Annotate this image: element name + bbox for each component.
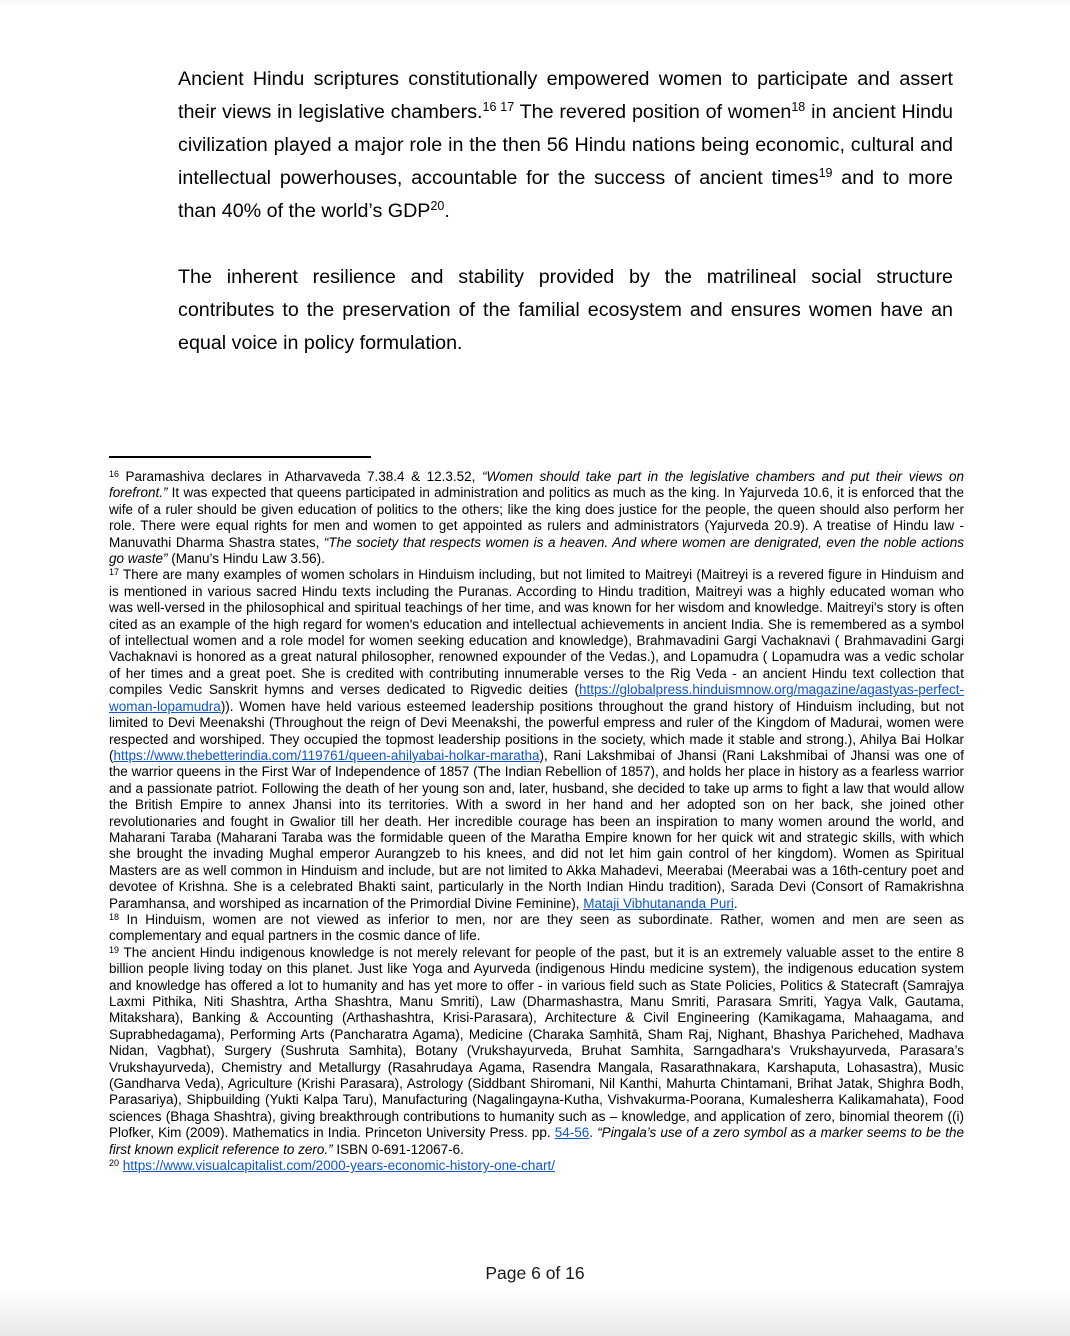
- footnote-ref: 19: [818, 165, 833, 180]
- text-run: There are many examples of women scholars in Hinduism including, but not limited to Maitreyi (Maitreyi is a revered figure in Hinduism and is mentioned in various sacred Hindu texts including the Puranas. According to Hindu tradition, Maitreyi was a highly educated woman who was well-versed in the philosophical and spiritual teachings of her time, and was known for her wisdom and knowledge. Maitreyi's story is often cited as an example of the high regard for women's education and intellectual achievements in ancient India. She is remembered as a symbol of intellectual women and a role model for women seeking education and knowledge), Brahmavadini Gargi Vachaknavi ( Brahmavadini Gargi Vachaknavi is honored as a great natural philosopher, renowned expounder of the Vedas.), and Lopamudra ( Lopamudra was a vedic scholar of her times and a great poet. She is credited with contributing innumerable verses to the Rig Veda - an ancient Hindu text collection that compiles Vedic Sanskrit hymns and verses dedicated to Rigvedic deities (: [109, 567, 964, 698]
- text-run: .: [444, 200, 450, 222]
- footnote-ref: 20: [109, 1158, 120, 1169]
- hyperlink[interactable]: https://www.thebetterindia.com/119761/queen-ahilyabai-holkar-maratha: [113, 747, 540, 763]
- page-top-shadow: [0, 0, 1070, 6]
- text-run: In Hinduism, women are not viewed as inferior to men, nor are they seen as subordinate. Rather, women and men are seen as complementary and equal partners in the cosmic dance of life.: [109, 911, 964, 944]
- footnote-ref: 16: [109, 469, 120, 479]
- text-run: .: [589, 1125, 598, 1141]
- text-run: It was expected that queens participated in administration and politics as much as the king. In Yajurveda 10.6, it is enforced that the wife of a ruler should be given education of politics to the others; like the king does justice for the people, the queen should also perform her role. There were equal rights for men and women to get appointed as rulers and administrators (Yajurveda 20.9). A treatise of Hindu law - Manuvathi Dharma Shastra states,: [109, 485, 964, 550]
- page-number: Page 6 of 16: [485, 1263, 585, 1283]
- footnote-19: [109, 945, 964, 1158]
- italic-text: “Pingala’s use of a zero symbol as a marker seems to be the first known explicit reference to zero.”: [109, 1125, 964, 1157]
- hyperlink[interactable]: https://globalpress.hinduismnow.org/magazine/agastyas-perfect-woman-lopamudra: [109, 682, 964, 714]
- footnote-ref: 18: [109, 911, 120, 922]
- text-run: Ancient Hindu scriptures constitutionally empowered women to participate and assert their views in legislative chambers.: [178, 68, 953, 123]
- text-run: .: [733, 895, 738, 911]
- footnote-20: [109, 1158, 964, 1174]
- body-text: [178, 63, 953, 393]
- text-run: The ancient Hindu indigenous knowledge is not merely relevant for people of the past, but it is an extremely valuable asset to the entire 8 billion people living today on this planet. Just like Yoga and Ayurveda (indigenous Hindu medicine system), the indigenous education system and knowledge has offered a lot to humanity and has yet more to offer - in various field such as State Policies, Politics & Statecraft (Samrajya Laxmi Pithika, Niti Shashtra, Artha Shashtra, Manu Smriti), Law (Dharmashastra, Manu Smriti, Parasara Smriti, Yagya Valk, Gautama, Mitakshara), Banking & Accounting (Arthashashtra, Krisi-Parasara), Architecture & Civil Engineering (Kamikagama, Mahaagama, and Suprabhedagama), Performing Arts (Pancharatra Agama), Medicine (Charaka Saṃhitā, Sham Raj, Nighant, Bhashya Parichehed, Madhava Nidan, Vagbhat), Surgery (Sushruta Samhita), Botany (Vrukshayurveda, Bruhat Samhita, Sarngadhara's Vrukshayurveda, Parasara’s Vrukshayurveda), Chemistry and Metallurgy (Rasahrudaya Agama, Rasendra Mangala, Rasarathnakara, Karshaputa, Lohasastra), Music (Gandharva Veda), Agriculture (Krishi Parasara), Astrology (Siddbant Shiromani, Nil Kanthi, Mahurta Chintamani, Brihat Jatak, Shighra Bodh, Parasariya), Shipbuilding (Yukti Kalpa Taru), Manufacturing (Nagalingayna-Kutha, Vishvakurma-Poorana, Kumalesherra Kalikamahata), Food sciences (Bhaga Shashtra), giving breakthrough contributions to humanity such as – knowledge, and application of zero, binomial theorem ((i) Plofker, Kim (2009). Mathematics in India. Princeton University Press. pp.: [109, 944, 964, 1141]
- text-run: Paramashiva declares in Atharvaveda 7.38.4 & 12.3.52,: [119, 469, 482, 484]
- footnotes-section: [109, 469, 964, 1174]
- italic-text: “The society that respects women is a heaven. And where women are denigrated, even the noble actions go waste”: [109, 534, 964, 567]
- footnote-ref: 20: [430, 198, 445, 213]
- body-paragraph-2: [178, 261, 953, 360]
- text-run: and to more than 40% of the world’s GDP: [178, 167, 954, 222]
- footnote-ref: 19: [109, 944, 120, 955]
- text-run: in ancient Hindu civilization played a major role in the then 56 Hindu nations being economic, cultural and intellectual powerhouses, accountable for the success of ancient times: [178, 101, 953, 189]
- hyperlink[interactable]: Mataji Vibhutananda Puri: [583, 895, 734, 911]
- text-run: The inherent resilience and stability provided by the matrilineal social structure contributes to the preservation of the familial ecosystem and ensures women have an equal voice in policy formulation.: [178, 266, 953, 354]
- footnote-ref: 18: [791, 99, 806, 114]
- footnote-ref: 17: [500, 99, 515, 114]
- footnote-17: [109, 567, 964, 912]
- text-run: ), Rani Lakshmibai of Jhansi (Rani Lakshmibai of Jhansi was one of the warrior queens in the First War of Independence of 1857 (The Indian Rebellion of 1857), and holds her place in history as a fearless warrior and a passionate patriot. Following the death of her young son and, later, husband, she decided to take up arms to fight a law that would allow the British Empire to annex Jhansi into its territories. With a sword in her hand and her adopted son on her back, she joined other revolutionaries and fought in Gwalior till her death. Her incredible courage has been an inspiration to many women around the world, and Maharani Taraba (Maharani Taraba was the formidable queen of the Maratha Empire known for her quick wit and strategic skills, with which she brought the invading Mughal emperor Aurangzeb to his knees, and did not let him gain control of her kingdom). Women as Spiritual Masters are as well common in Hinduism and include, but are not limited to Akka Mahadevi, Meerabai (Meerabai was a 16th-century poet and devotee of Krishna. She is a celebrated Bhakti saint, particularly in the North Indian Hindu tradition), Sarada Devi (Consort of Ramakrishna Paramhansa, and worshiped as incarnation of the Primordial Divine Feminine),: [109, 747, 964, 911]
- text-run: The revered position of women: [514, 101, 792, 123]
- hyperlink[interactable]: 54-56: [554, 1125, 590, 1141]
- text-run: )). Women have held various esteemed leadership positions throughout the grand history of Hinduism including, but not limited to Devi Meenakshi (Throughout the reign of Devi Meenakshi, the powerful empress and ruler of the Kingdom of Madurai, women were respected and worshiped. They occupied the topmost leadership positions in the society, which made it stable and strong.), Ahilya Bai Holkar (: [109, 698, 964, 763]
- italic-text: “Women should take part in the legislative chambers and put their views on forefront.”: [109, 469, 965, 501]
- text-run: (Manu’s Hindu Law 3.56).: [167, 551, 325, 567]
- footnote-separator: [109, 456, 371, 458]
- body-paragraph-1: [178, 63, 953, 228]
- text-run: ISBN 0-691-12067-6.: [332, 1141, 464, 1157]
- footnote-ref: 17: [109, 567, 120, 578]
- page-bottom-shadow: [0, 1288, 1070, 1336]
- hyperlink[interactable]: https://www.visualcapitalist.com/2000-years-economic-history-one-chart/: [122, 1158, 555, 1174]
- footnote-18: [109, 912, 964, 945]
- footnote-16: [109, 469, 964, 567]
- footnote-ref: 16: [482, 99, 497, 114]
